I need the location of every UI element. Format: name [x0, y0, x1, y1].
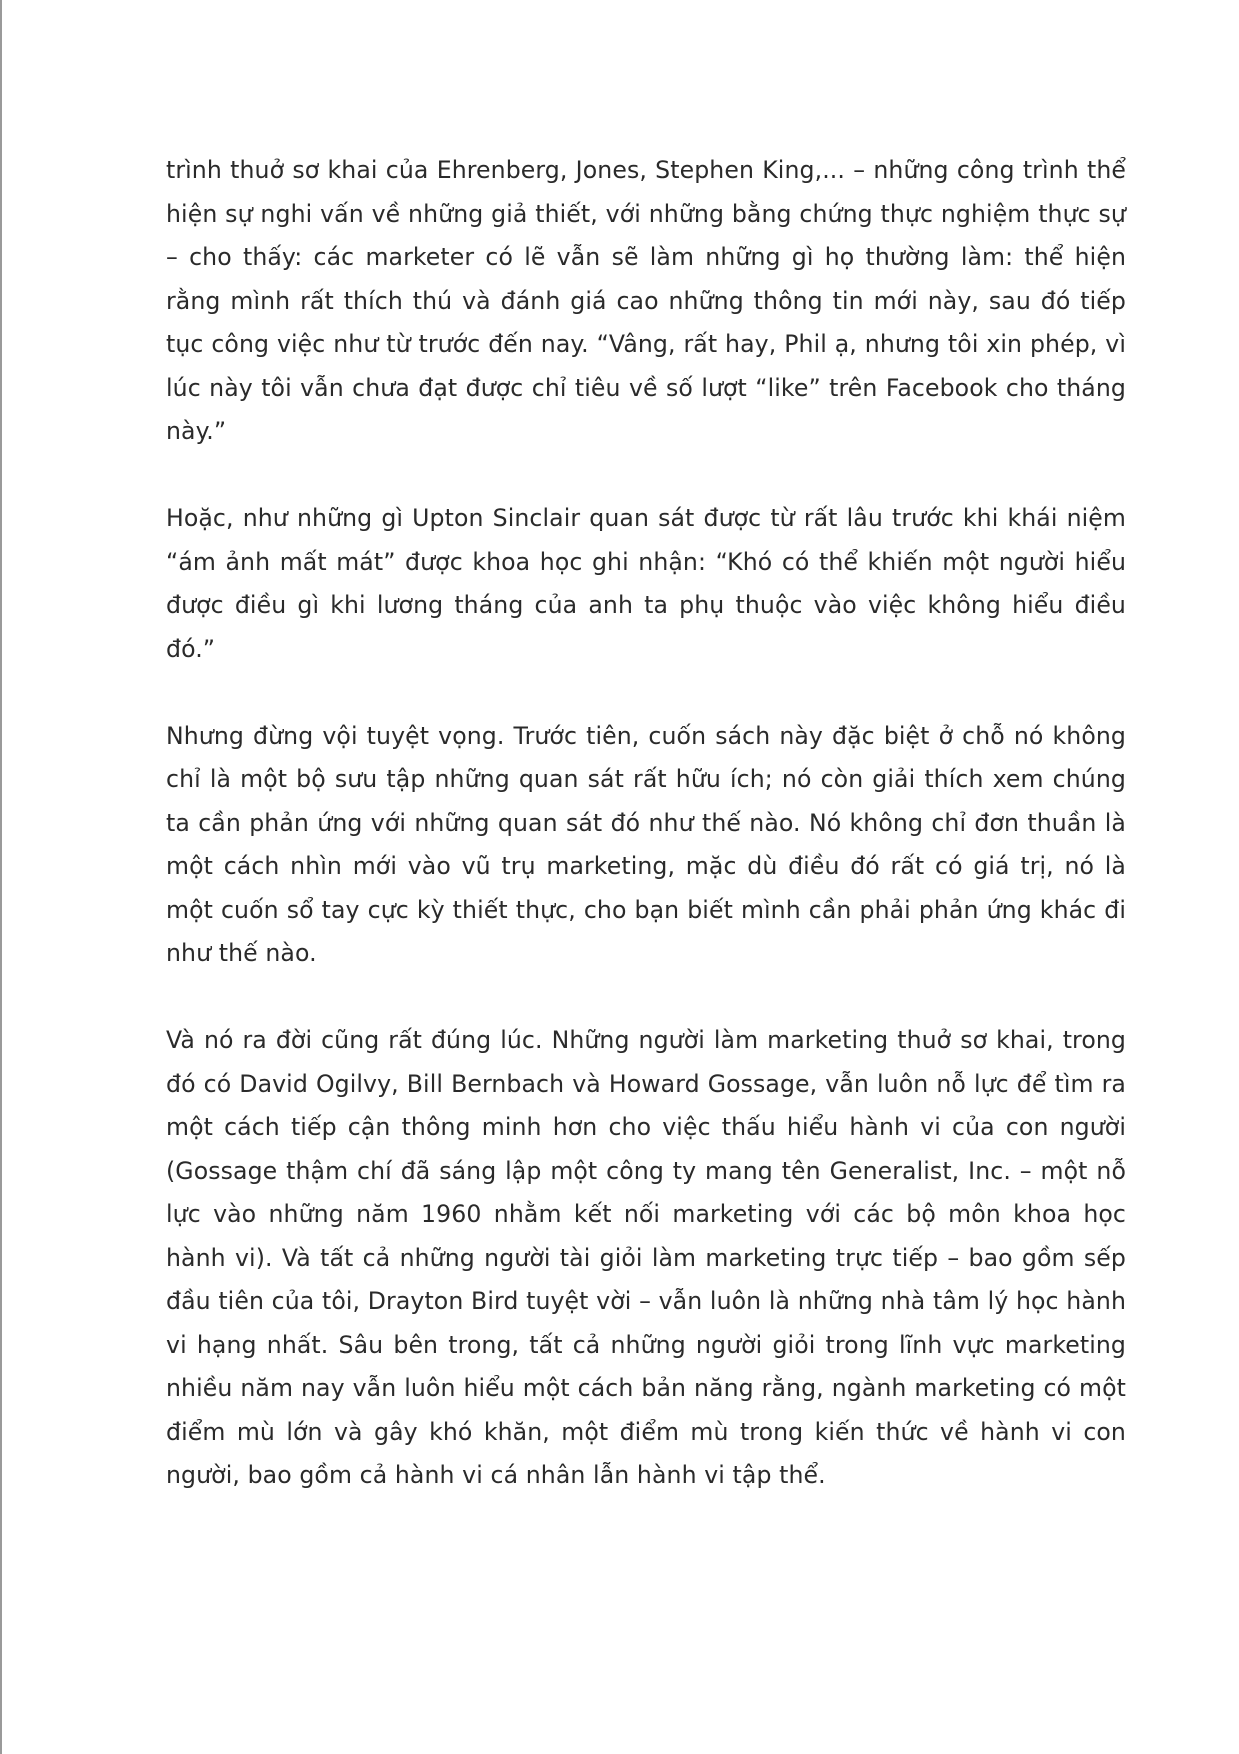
paragraph-2: Hoặc, như những gì Upton Sinclair quan sát được từ rất lâu trước khi khái niệm “ám ảnh mất mát” được khoa học ghi nhận: “Khó có thể khiến một người hiểu được điều gì khi lương tháng của anh ta phụ thuộc vào việc không hiểu điều đó.”	[166, 504, 1126, 663]
body-text	[166, 149, 1126, 1498]
paragraph-4: Và nó ra đời cũng rất đúng lúc. Những người làm marketing thuở sơ khai, trong đó có David Ogilvy, Bill Bernbach và Howard Gossage, vẫn luôn nỗ lực để tìm ra một cách tiếp cận thông minh hơn cho việc thấu hiểu hành vi của con người (Gossage thậm chí đã sáng lập một công ty mang tên Generalist, Inc. – một nỗ lực vào những năm 1960 nhằm kết nối marketing với các bộ môn khoa học hành vi). Và tất cả những người tài giỏi làm marketing trực tiếp – bao gồm sếp đầu tiên của tôi, Drayton Bird tuyệt vời – vẫn luôn là những nhà tâm lý học hành vi hạng nhất. Sâu bên trong, tất cả những người giỏi trong lĩnh vực marketing nhiều năm nay vẫn luôn hiểu một cách bản năng rằng, ngành marketing có một điểm mù lớn và gây khó khăn, một điểm mù trong kiến thức về hành vi con người, bao gồm cả hành vi cá nhân lẫn hành vi tập thể.	[166, 1026, 1126, 1489]
paragraph-3: Nhưng đừng vội tuyệt vọng. Trước tiên, cuốn sách này đặc biệt ở chỗ nó không chỉ là một bộ sưu tập những quan sát rất hữu ích; nó còn giải thích xem chúng ta cần phản ứng với những quan sát đó như thế nào. Nó không chỉ đơn thuần là một cách nhìn mới vào vũ trụ marketing, mặc dù điều đó rất có giá trị, nó là một cuốn sổ tay cực kỳ thiết thực, cho bạn biết mình cần phải phản ứng khác đi như thế nào.	[166, 721, 1126, 967]
page-left-border	[0, 0, 2, 1754]
paragraph-1: trình thuở sơ khai của Ehrenberg, Jones, Stephen King,... – những công trình thể hiện sự nghi vấn về những giả thiết, với những bằng chứng thực nghiệm thực sự – cho thấy: các marketer có lẽ vẫn sẽ làm những gì họ thường làm: thể hiện rằng mình rất thích thú và đánh giá cao những thông tin mới này, sau đó tiếp tục công việc như từ trước đến nay. “Vâng, rất hay, Phil ạ, nhưng tôi xin phép, vì lúc này tôi vẫn chưa đạt được chỉ tiêu về số lượt “like” trên Facebook cho tháng này.”	[166, 156, 1126, 445]
